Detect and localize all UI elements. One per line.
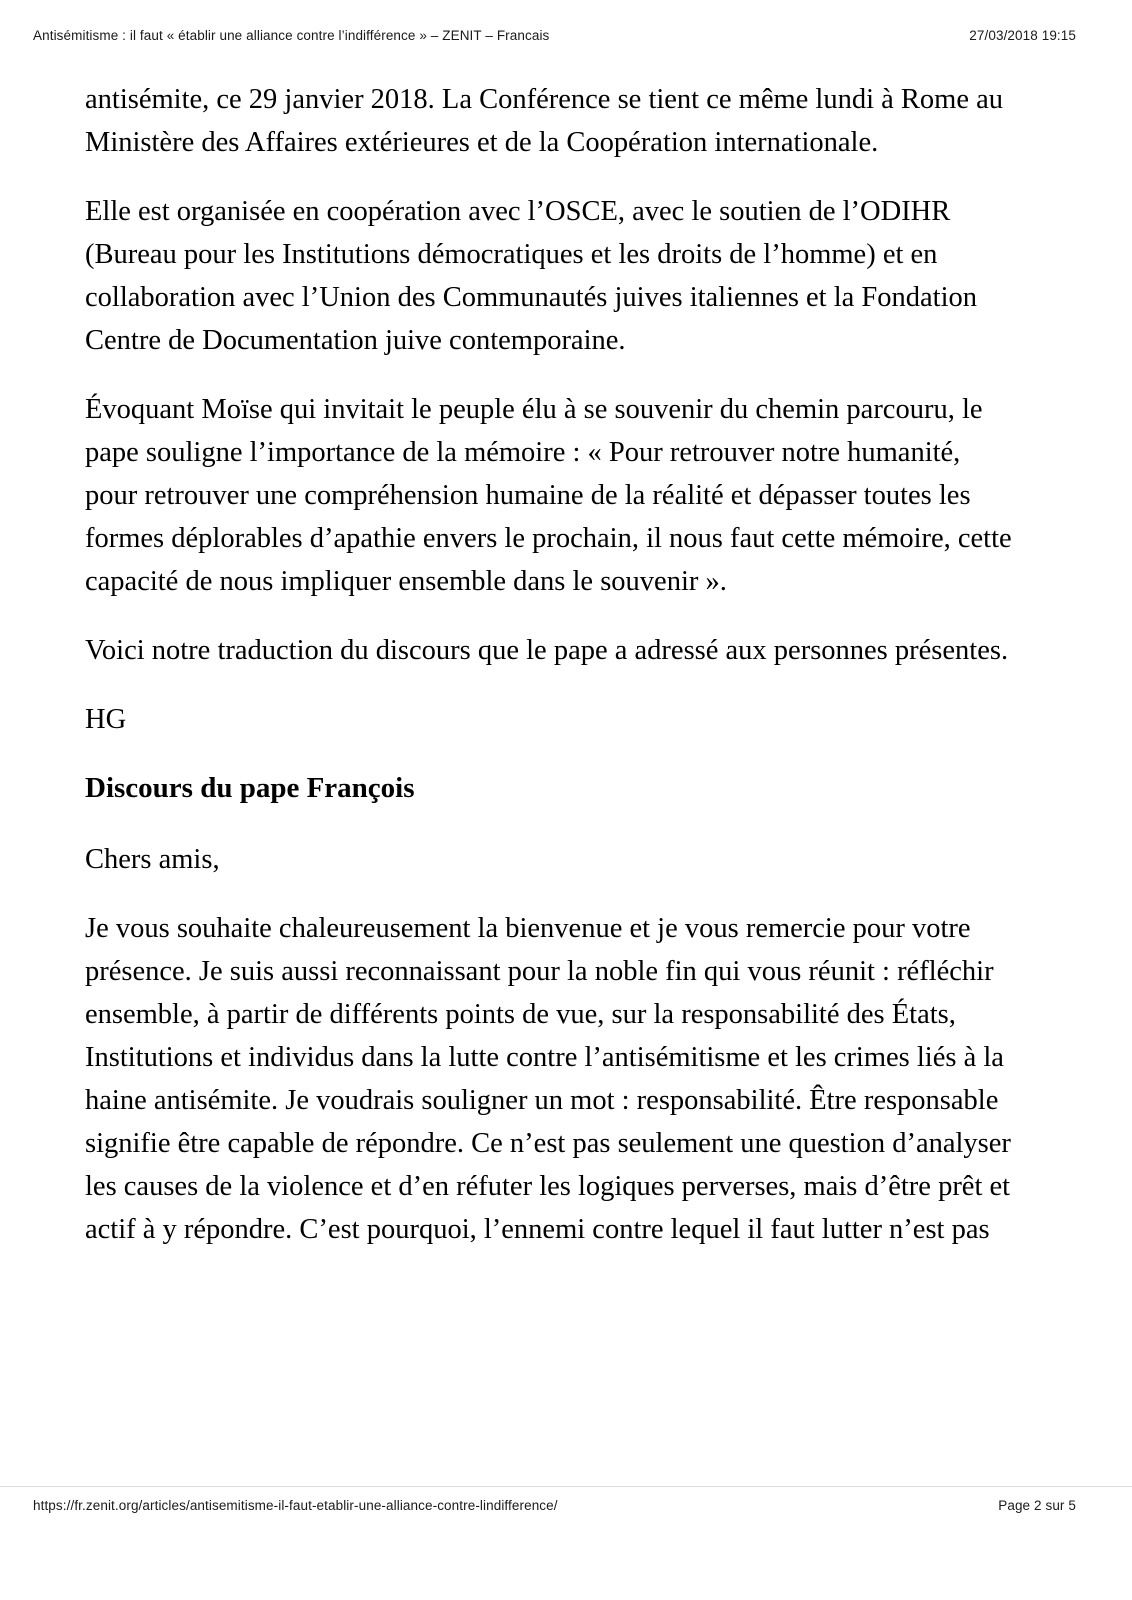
header-timestamp: 27/03/2018 19:15 — [969, 28, 1076, 43]
section-heading: Discours du pape François — [85, 772, 415, 804]
header-document-title: Antisémitisme : il faut « établir une alliance contre l’indifférence » – ZENIT – Francais — [33, 28, 550, 43]
paragraph-salutation: Chers amis, — [85, 844, 220, 875]
paragraph: Je vous souhaite chaleureusement la bienvenue et je vous remercie pour votre présence. Je suis aussi reconnaissant pour la noble fin qui vous réunit : réfléchir ensemble, à partir de différents points de vue, sur la responsabilité des États, Institutions et individus dans la lutte contre l’antisémitisme et les crimes liés à la haine antisémite. Je voudrais souligner un mot : responsabilité. Être responsable signifie être capable de répondre. Ce n’est pas seulement une question d’analyser les causes de la violence et d’en réfuter les logiques perverses, mais d’être prêt et actif à y répondre. C’est pourquoi, l’ennemi contre lequel il faut lutter n’est pas — [85, 913, 1011, 1245]
paragraph: Évoquant Moïse qui invitait le peuple élu à se souvenir du chemin parcouru, le pape souligne l’importance de la mémoire : « Pour retrouver notre humanité, pour retrouver une compréhension humaine de la réalité et dépasser toutes les formes déplorables d’apathie envers le prochain, il nous faut cette mémoire, cette capacité de nous impliquer ensemble dans le souvenir ». — [85, 394, 1012, 597]
paragraph-continuation: antisémite, ce 29 janvier 2018. La Conférence se tient ce même lundi à Rome au Ministère des Affaires extérieures et de la Coopération internationale. — [85, 84, 1003, 158]
paragraph-author-initials: HG — [85, 704, 127, 735]
footer-url: https://fr.zenit.org/articles/antisemitisme-il-faut-etablir-une-alliance-contre-lindifference/ — [33, 1498, 558, 1513]
print-footer — [0, 1486, 1132, 1513]
paragraph: Voici notre traduction du discours que le pape a adressé aux personnes présentes. — [85, 635, 1009, 666]
footer-page-number: Page 2 sur 5 — [998, 1498, 1076, 1513]
article-body — [85, 78, 1017, 1277]
print-header — [33, 28, 1076, 43]
paragraph: Elle est organisée en coopération avec l’OSCE, avec le soutien de l’ODIHR (Bureau pour les Institutions démocratiques et les droits de l’homme) et en collaboration avec l’Union des Communautés juives italiennes et la Fondation Centre de Documentation juive contemporaine. — [85, 196, 978, 356]
